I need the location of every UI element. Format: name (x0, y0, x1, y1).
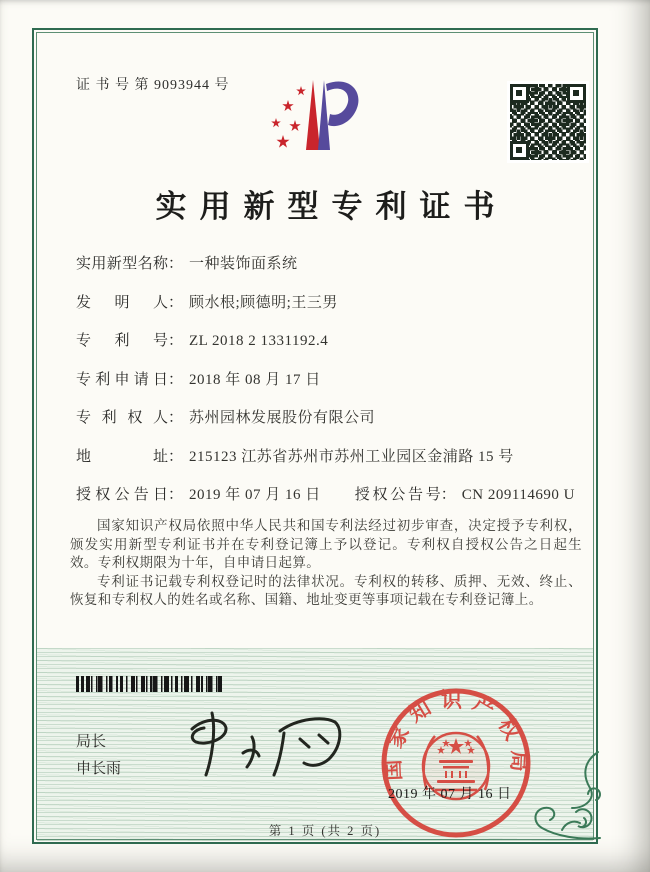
field-label: 授权公告号 (354, 487, 441, 503)
field-row-patentee (76, 407, 581, 446)
barcode-icon (76, 676, 222, 692)
signer-title: 局长 (76, 734, 107, 750)
field-row-filing-date (76, 369, 581, 408)
field-value: CN 209114690 U (461, 487, 575, 503)
field-label: 地址 (76, 448, 168, 465)
field-value: 顾水根;顾德明;王三男 (189, 294, 338, 311)
signer-block (76, 729, 121, 783)
qr-finder-icon (510, 84, 529, 103)
field-colon: ： (168, 448, 184, 465)
field-colon: ： (168, 333, 184, 349)
signer-name: 申长雨 (76, 761, 122, 777)
qr-finder-icon (567, 84, 586, 103)
seal-text: 国家知识产权局 (380, 687, 532, 782)
cnipa-logo (268, 78, 363, 153)
field-colon: ： (168, 371, 184, 388)
field-label: 专利权人 (76, 410, 168, 426)
field-label: 专利申请日 (76, 371, 168, 388)
signature-icon (172, 703, 367, 791)
field-value: 一种装饰面系统 (189, 256, 298, 272)
field-label: 发明人 (76, 294, 168, 311)
legal-paragraph-1: 国家知识产权局依照中华人民共和国专利法经过初步审查，决定授予专利权，颁发实用新型专利证书并在专利登记簿上予以登记。专利权自授权公告之日起生效。专利权期限为十年，自申请日起算。 (70, 518, 582, 571)
field-label: 授权公告日 (76, 487, 168, 503)
official-seal-icon (377, 684, 535, 842)
qr-code-icon (507, 81, 589, 163)
field-value: 苏州园林发展股份有限公司 (189, 410, 376, 426)
field-row-name (76, 253, 581, 292)
field-value: 215123 江苏省苏州市苏州工业园区金浦路 15 号 (189, 448, 514, 465)
field-colon: ： (440, 487, 456, 503)
grant-number-group (355, 484, 575, 506)
page-number: 第 1 页 (共 2 页) (268, 824, 382, 838)
legal-paragraph-2: 专利证书记载专利权登记时的法律状况。专利权的转移、质押、无效、终止、恢复和专利权人的姓名或名称、国籍、地址变更等事项记载在专利登记簿上。 (70, 573, 582, 608)
field-label: 专利号 (76, 333, 168, 349)
field-label: 实用新型名称 (76, 256, 168, 272)
field-colon: ： (168, 487, 184, 503)
qr-finder-icon (510, 141, 529, 160)
field-value: 2019 年 07 月 16 日 (189, 487, 321, 503)
certificate-title: 实用新型专利证书 (155, 189, 508, 224)
field-colon: ： (168, 294, 184, 311)
field-row-inventors (76, 292, 581, 331)
field-value: ZL 2018 2 1331192.4 (189, 333, 329, 349)
seal-date: 2019 年 07 月 16 日 (388, 787, 512, 802)
certificate-fields (76, 253, 581, 523)
field-colon: ： (168, 256, 184, 272)
field-row-patent-number (76, 330, 581, 369)
certificate-number: 证 书 号 第 9093944 号 (76, 78, 230, 93)
qr-pattern (510, 84, 586, 160)
field-value: 2018 年 08 月 17 日 (189, 371, 321, 388)
field-row-address (76, 446, 581, 485)
field-colon: ： (168, 410, 184, 426)
legal-text (70, 517, 582, 610)
